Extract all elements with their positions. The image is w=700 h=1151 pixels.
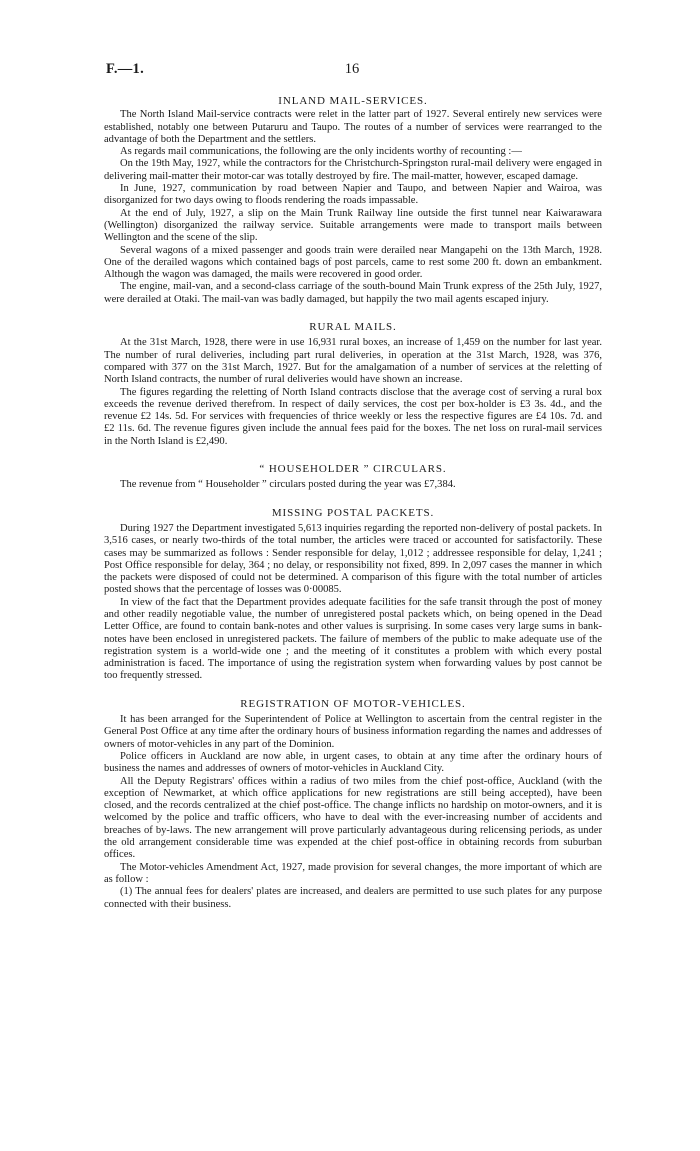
paragraph: On the 19th May, 1927, while the contractors for the Christchurch-Springston rural-mail delivery were engaged in delivering mail-matter their motor-car was totally destroyed by fire. The mail-matter, however, escaped damage. xyxy=(104,158,602,182)
section-rural-mails xyxy=(104,321,602,448)
page-header xyxy=(100,61,604,83)
paragraph: All the Deputy Registrars' offices within a radius of two miles from the chief post-office, Auckland (with the exception of Newmarket, at which office applications for new registrations are still being accepted), have been closed, and the records centralized at the chief post-office. The change inflicts no hardship on motor-owners, and it is welcomed by the police and traffic officers, who have to deal with the ever-increasing number of accidents and breaches of by-laws. The new arrangement will prove particularly advantageous during relicensing periods, as under the old arrangement considerable time was expended at the chief post-office in obtaining records from suburban offices. xyxy=(104,775,602,861)
section-missing-postal-packets xyxy=(104,507,602,683)
paragraph: During 1927 the Department investigated 5,613 inquiries regarding the reported non-delivery of postal packets. In 3,516 cases, or nearly two-thirds of the total number, the articles were traced or accounted for satisfactorily. These cases may be summarized as follows : Sender responsible for delay, 1,012 ; addressee responsible for delay, 1,241 ; Post Office responsible for delay, 364 ; no delay, or responsibility not fixed, 899. In 2,097 cases the manner in which the packets were disposed of could not be determined. A comparison of this figure with the total number of articles posted shows that the percentage of losses was 0·00085. xyxy=(104,522,602,596)
paragraph: The Motor-vehicles Amendment Act, 1927, made provision for several changes, the more important of which are as follow : xyxy=(104,861,602,885)
paragraph: Police officers in Auckland are now able, in urgent cases, to obtain at any time after the ordinary hours of business the names and addresses of owners of motor-vehicles in Auckland City. xyxy=(104,750,602,775)
section-heading: MISSING POSTAL PACKETS. xyxy=(271,506,435,519)
paragraph: At the 31st March, 1928, there were in use 16,931 rural boxes, an increase of 1,459 on the number for last year. The number of rural deliveries, including part rural deliveries, in operation at the 31st March, 1928, was 376, compared with 377 on the 31st March, 1927. But for the amalgamation of a number of services at the reletting of North Island contracts, the number of rural deliveries would have shown an increase. xyxy=(104,337,602,386)
paragraph: As regards mail communications, the following are the only incidents worthy of recounting :— xyxy=(120,146,522,158)
paragraph: The revenue from “ Householder ” circulars posted during the year was £7,384. xyxy=(120,479,456,491)
section-heading: “ HOUSEHOLDER ” CIRCULARS. xyxy=(259,463,447,476)
paragraph: It has been arranged for the Superintendent of Police at Wellington to ascertain from the central register in the General Post Office at any time after the ordinary hours of business information regarding the names and addresses of owners of motor-vehicles in any part of the Dominion. xyxy=(104,714,602,750)
section-inland-mail-services xyxy=(104,95,602,306)
paragraph: (1) The annual fees for dealers' plates are increased, and dealers are permitted to use such plates for any purpose connected with their business. xyxy=(104,886,602,910)
paragraph: The North Island Mail-service contracts were relet in the latter part of 1927. Several entirely new services were established, notably one between Putaruru and Taupo. The routes of a number of services were rearranged to the advantage of both the Department and the settlers. xyxy=(104,109,602,145)
paragraph: In view of the fact that the Department provides adequate facilities for the safe transit through the post of money and other readily negotiable value, the number of unregistered postal packets which, on being opened in the Dead Letter Office, are found to contain bank-notes and other values is surprising. In some cases very large sums in bank-notes have been enclosed in unregistered packets. The failure of members of the public to make adequate use of the registration system is a world-wide one ; and the meeting of it constitutes a problem with which every postal administration is faced. The importance of using the registration system when forwarding values by post cannot be too frequently stressed. xyxy=(104,596,602,682)
paragraph: Several wagons of a mixed passenger and goods train were derailed near Mangapehi on the 13th March, 1928. One of the derailed wagons which contained bags of post parcels, came to rest some 200 ft. down an embankment. Although the wagon was damaged, the mails were recovered in good order. xyxy=(104,244,602,281)
paragraph: At the end of July, 1927, a slip on the Main Trunk Railway line outside the first tunnel near Kaiwarawara (Wellington) disorganized the railway service. Suitable arrangements were made to transport mails between Wellington and the scene of the slip. xyxy=(104,207,602,244)
paragraph: The figures regarding the reletting of North Island contracts disclose that the average cost of serving a rural box exceeds the revenue derived therefrom. In respect of daily services, the cost per box-holder is £3 3s. 4d., and the revenue £2 14s. 5d. For services with frequencies of thrice weekly or less the respective figures are £4 10s. 7d. and £2 11s. 6d. The revenue figures given include the annual fees paid for the boxes. The net loss on rural-mail services in the North Island is £2,490. xyxy=(104,386,602,447)
section-householder-circulars xyxy=(104,463,602,492)
section-heading: RURAL MAILS. xyxy=(309,321,397,334)
page-body xyxy=(104,95,602,911)
paragraph: In June, 1927, communication by road between Napier and Taupo, and between Napier and Wairoa, was disorganized for two days owing to floods rendering the roads impassable. xyxy=(104,183,602,207)
document-reference: F.—1. xyxy=(106,61,145,77)
section-heading: REGISTRATION OF MOTOR-VEHICLES. xyxy=(240,697,466,710)
page-number: 16 xyxy=(344,61,360,77)
paragraph: The engine, mail-van, and a second-class carriage of the south-bound Main Trunk express of the 25th July, 1927, were derailed at Otaki. The mail-van was badly damaged, but happily the two mail agents escaped injury. xyxy=(104,281,602,305)
section-heading: INLAND MAIL-SERVICES. xyxy=(278,95,428,107)
section-registration-of-motor-vehicles xyxy=(104,698,602,911)
